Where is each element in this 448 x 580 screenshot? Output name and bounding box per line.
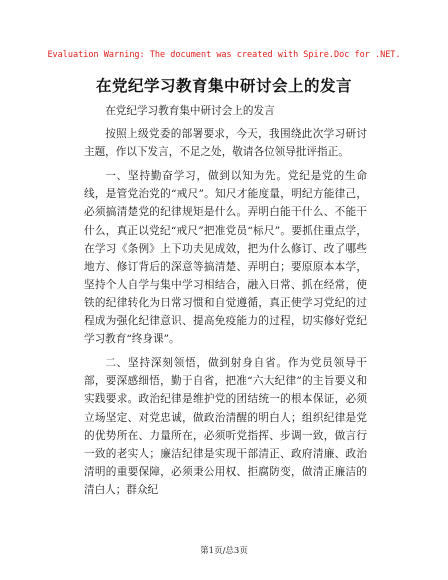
section-two-paragraph: 二、坚持深刻领悟，做到射身自省。作为党员领导干部，要深感细悟，勤于自省，把准“六大纪律”的主旨要义和实践要求。政治纪律是维护党的团结统一的根本保证，必须立场坚定、对党忠诚，做政治清醒的明白人；组织纪律是党的优势所在、力量所在，必须听党指挥、步调一致，做言行一致的老实人；廉洁纪律是实现干部清正、政府清廉、政治清明的重要保障，必须秉公用权、拒腐防变，做清正廉洁的清白人；群众纪 xyxy=(84,357,367,496)
evaluation-warning: Evaluation Warning: The document was created with Spire.Doc for .NET. xyxy=(47,50,401,60)
intro-paragraph: 按照上级党委的部署要求，今天，我围绕此次学习研讨主题，作以下发言，不足之处，敬请各位领导批评指正。 xyxy=(84,128,367,159)
subtitle-paragraph: 在党纪学习教育集中研讨会上的发言 xyxy=(105,105,275,117)
document-body xyxy=(84,102,367,505)
page-number: 第1页/总3页 xyxy=(200,546,248,556)
section-one-paragraph: 一、坚持勤奋学习，做到以知为先。党纪是党的生命线，是管党治党的“戒尺”。知尺才能度量，明纪方能律己，必须搞清楚党的纪律规矩是什么。弄明白能干什么、不能干什么，真正以党纪“戒尺”把准党员“标尺”。要抓住重点学，在学习《条例》上下功夫见成效，把为什么修订、改了哪些地方、修订背后的深意等搞清楚、弄明白；要原原本本学，坚持个人自学与集中学习相结合，融入日常、抓在经常，使铁的纪律转化为日常习惯和自觉遵循，真正使学习党纪的过程成为强化纪律意识、提高免疫能力的过程，切实修好党纪学习教育“终身课”。 xyxy=(84,170,367,346)
document-title: 在党纪学习教育集中研讨会上的发言 xyxy=(95,77,352,95)
